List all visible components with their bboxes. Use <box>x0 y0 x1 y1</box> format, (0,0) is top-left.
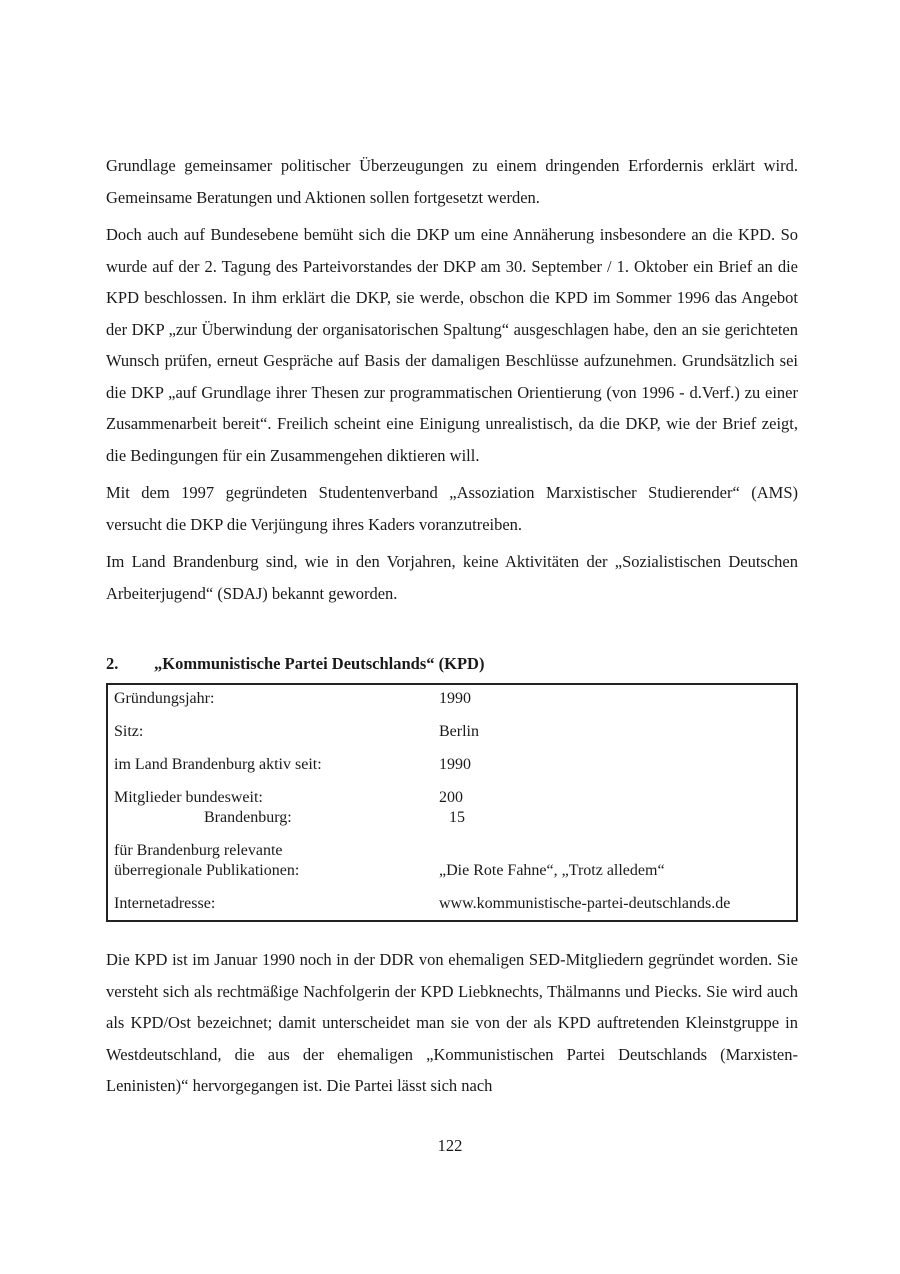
seat-value: Berlin <box>439 723 479 740</box>
paragraph-sdaj: Im Land Brandenburg sind, wie in den Vorjahren, keine Aktivitäten der „Sozialistischen Deutschen Arbeiterjugend“ (SDAJ) bekannt geworden. <box>106 552 798 603</box>
info-row-publications <box>108 841 796 881</box>
seat-label: Sitz: <box>114 723 144 740</box>
active-value: 1990 <box>439 756 471 773</box>
founded-value: 1990 <box>439 690 471 707</box>
active-label: im Land Brandenburg aktiv seit: <box>114 756 322 773</box>
page-number: 122 <box>437 1136 463 1155</box>
founded-label: Gründungsjahr: <box>114 690 215 707</box>
section-heading <box>106 651 798 677</box>
info-row-seat <box>108 722 796 742</box>
page-body <box>106 150 798 1108</box>
members-bb-label: Brandenburg: <box>204 809 292 826</box>
website-value: www.kommunistische-partei-deutschlands.de <box>439 895 731 912</box>
paragraph-kpd-history: Die KPD ist im Januar 1990 noch in der DDR von ehemaligen SED-Mitgliedern gegründet worden. Sie versteht sich als rechtmäßige Nachfolgerin der KPD Liebknechts, Thälmanns und Piecks. Sie wird auch als KPD/Ost bezeichnet; damit unterscheidet man sie von der als KPD auftretenden Kleinstgruppe in Westdeutschland, die aus der ehemaligen „Kommunistischen Partei Deutschlands (Marxisten-Leninisten)“ hervorgegangen ist. Die Partei lässt sich nach <box>106 950 798 1095</box>
info-row-website <box>108 894 796 914</box>
website-label: Internetadresse: <box>114 895 216 912</box>
paragraph-continuation: Grundlage gemeinsamer politischer Überzeugungen zu einem dringenden Erfordernis erklärt wird. Gemeinsame Beratungen und Aktionen sollen fortgesetzt werden. <box>106 156 798 207</box>
paragraph-dkp-kpd: Doch auch auf Bundesebene bemüht sich die DKP um eine Annäherung insbesondere an die KPD. So wurde auf der 2. Tagung des Parteivorstandes der DKP am 30. September / 1. Oktober ein Brief an die KPD beschlossen. In ihm erklärt die DKP, sie werde, obschon die KPD im Sommer 1996 das Angebot der DKP „zur Überwindung der organisatorischen Spaltung“ ausgeschlagen habe, den an sie gerichteten Wunsch prüfen, erneut Gespräche auf Basis der damaligen Beschlüsse aufzunehmen. Grundsätzlich sei die DKP „auf Grundlage ihrer Thesen zur programmatischen Orientierung (von 1996 - d.Verf.) zu einer Zusammenarbeit bereit“. Freilich scheint eine Einigung unrealistisch, da die DKP, wie der Brief zeigt, die Bedingungen für ein Zusammengehen diktieren will. <box>106 225 798 465</box>
paragraph-ams: Mit dem 1997 gegründeten Studentenverband „Assoziation Marxistischer Studierender“ (AMS) versucht die DKP die Verjüngung ihres Kaders voranzutreiben. <box>106 483 798 534</box>
publications-label-2: überregionale Publikationen: <box>114 862 300 879</box>
info-row-active <box>108 755 796 775</box>
members-label: Mitglieder bundesweit: <box>114 789 263 806</box>
info-row-members <box>108 788 796 828</box>
members-bb-value: 15 <box>449 809 465 826</box>
publications-label-1: für Brandenburg relevante <box>114 842 283 859</box>
section-number: 2. <box>106 654 119 673</box>
party-info-box <box>106 683 798 922</box>
members-value: 200 <box>439 789 463 806</box>
publications-value: „Die Rote Fahne“, „Trotz alledem“ <box>439 862 665 879</box>
section-title: „Kommunistische Partei Deutschlands“ (KPD) <box>154 654 485 673</box>
info-row-founded <box>108 689 796 709</box>
